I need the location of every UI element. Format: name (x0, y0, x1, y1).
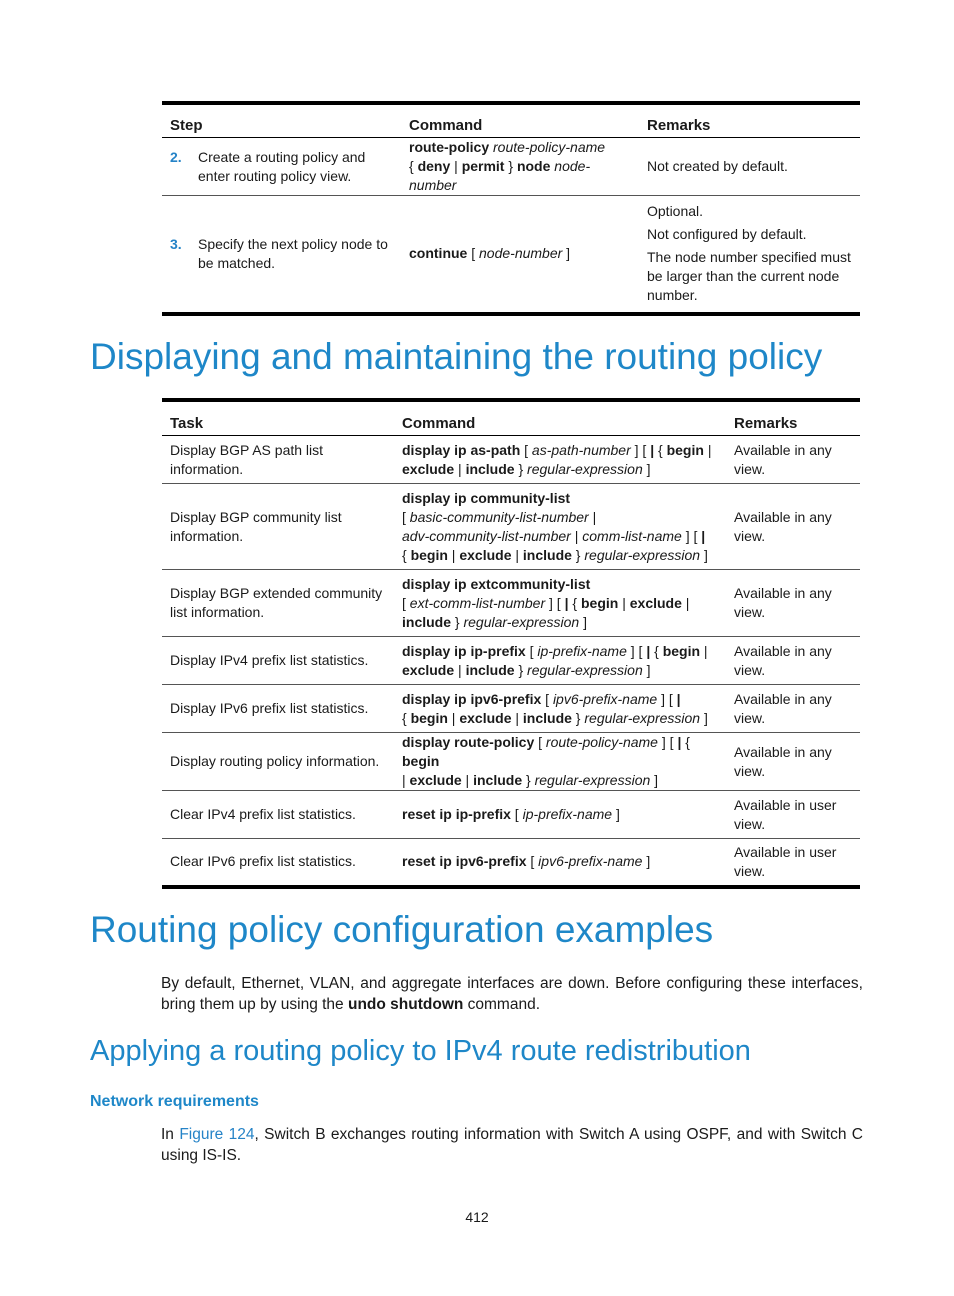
command-text: display route-policy [ route-policy-name ] [ | { begin | exclude | include } regular-expression ] (402, 734, 690, 788)
intro-paragraph (161, 973, 863, 1015)
task-cell (162, 791, 394, 839)
paragraph-text: By default, Ethernet, VLAN, and aggregate interfaces are down. Before configuring these interfaces, bring them up by using the undo shutdown command. (161, 975, 863, 1013)
display-command-table (162, 398, 860, 889)
step-number: 3. (170, 235, 182, 252)
section-heading: Displaying and maintaining the routing policy (90, 336, 823, 377)
command-cell (394, 436, 726, 484)
remarks-cell (726, 637, 860, 685)
table-row (162, 637, 860, 685)
remark-text: Not created by default. (647, 158, 788, 174)
paragraph-text: In Figure 124, Switch B exchanges routing information with Switch A using OSPF, and with Switch C using IS-IS. (161, 1126, 864, 1164)
table-row (162, 196, 860, 314)
subsection-heading: Applying a routing policy to IPv4 route redistribution (90, 1035, 751, 1067)
step-cell (162, 196, 401, 314)
task-cell (162, 484, 394, 570)
table-row (162, 791, 860, 839)
remarks-cell (639, 138, 860, 196)
command-text: continue [ node-number ] (409, 245, 571, 262)
table-row (162, 138, 860, 196)
command-text: display ip ip-prefix [ ip-prefix-name ] [ | { begin | exclude | include } regular-expression ] (402, 642, 708, 678)
header-step: Step (162, 103, 401, 138)
remark-text: Available in any view. (734, 690, 832, 726)
task-cell (162, 685, 394, 733)
task-text: Clear IPv4 prefix list statistics. (170, 806, 356, 822)
remarks-cell (726, 839, 860, 887)
command-cell (394, 791, 726, 839)
table-row (162, 484, 860, 570)
task-text: Display IPv6 prefix list statistics. (170, 700, 369, 716)
remarks-cell (726, 791, 860, 839)
task-text: Display IPv4 prefix list statistics. (170, 652, 369, 668)
remark-text: Optional. (647, 203, 704, 220)
remarks-cell (639, 196, 860, 314)
task-text: Display routing policy information. (170, 753, 380, 769)
task-text: Display BGP AS path list information. (170, 441, 324, 477)
table-row (162, 685, 860, 733)
command-cell (401, 138, 639, 196)
remark-text: Available in any view. (734, 642, 832, 678)
table-row (162, 436, 860, 484)
remarks-cell (726, 685, 860, 733)
remark-text: Available in user view. (734, 796, 837, 832)
task-text: Display BGP community list information. (170, 508, 342, 544)
requirements-paragraph (161, 1124, 863, 1166)
step-text: Create a routing policy and enter routing policy view. (198, 148, 366, 184)
remark-text: Available in any view. (734, 585, 832, 620)
command-cell (394, 637, 726, 685)
page-number: 412 (465, 1209, 489, 1225)
remark-text: Not configured by default. (647, 226, 807, 243)
section-heading: Routing policy configuration examples (90, 909, 714, 950)
remark-text: Available in any view. (734, 508, 832, 544)
task-text: Clear IPv6 prefix list statistics. (170, 853, 356, 870)
header-command: Command (394, 400, 726, 436)
header-remarks: Remarks (726, 400, 860, 436)
header-task: Task (162, 400, 394, 436)
remarks-cell (726, 484, 860, 570)
command-text: reset ip ip-prefix [ ip-prefix-name ] (402, 806, 620, 822)
command-cell (394, 733, 726, 791)
task-cell (162, 436, 394, 484)
remarks-cell (726, 733, 860, 791)
remark-text: Available in any view. (734, 743, 832, 779)
command-text: reset ip ipv6-prefix [ ipv6-prefix-name ] (402, 853, 651, 870)
command-text: route-policy route-policy-name { deny | permit } node node-number (409, 139, 606, 193)
command-cell (401, 196, 639, 314)
task-cell (162, 839, 394, 887)
task-cell (162, 733, 394, 791)
command-cell (394, 839, 726, 887)
subheading: Network requirements (90, 1093, 259, 1110)
command-text: display ip extcommunity-list [ ext-comm-list-number ] [ | { begin | exclude | include } regular-expression ] (402, 575, 690, 630)
remark-text: The node number specified must be larger than the current node number. (647, 249, 851, 304)
step-table (162, 101, 860, 316)
task-cell (162, 570, 394, 637)
header-remarks: Remarks (639, 103, 860, 138)
table-row (162, 839, 860, 887)
header-command: Command (401, 103, 639, 138)
command-text: display ip ipv6-prefix [ ipv6-prefix-name ] [ | { begin | exclude | include } regular-expression ] (402, 690, 708, 726)
remark-text: Available in any view. (734, 441, 832, 477)
remark-text: Available in user view. (734, 843, 837, 879)
command-text: display ip as-path [ as-path-number ] [ | { begin | exclude | include } regular-expression ] (402, 441, 712, 477)
step-number: 2. (170, 148, 182, 165)
task-text: Display BGP extended community list information. (170, 585, 383, 620)
command-cell (394, 570, 726, 637)
step-text: Specify the next policy node to be matched. (198, 235, 388, 271)
table-row (162, 733, 860, 791)
remarks-cell (726, 436, 860, 484)
command-text: display ip community-list [ basic-community-list-number | adv-community-list-number | comm-list-name ] [ | { begin | exclude | include } regular-expression ] (402, 489, 708, 563)
step-cell (162, 138, 401, 196)
task-cell (162, 637, 394, 685)
command-cell (394, 685, 726, 733)
command-cell (394, 484, 726, 570)
remarks-cell (726, 570, 860, 637)
figure-link[interactable]: Figure 124 (179, 1126, 255, 1143)
table-row (162, 570, 860, 637)
